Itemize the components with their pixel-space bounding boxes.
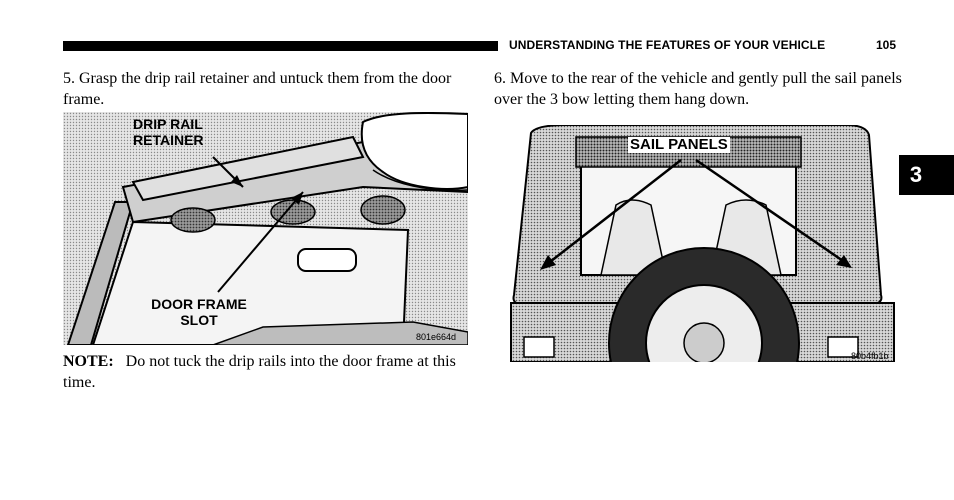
note-text: Do not tuck the drip rails into the door frame at this time. <box>63 353 456 391</box>
sail-panels-illustration <box>506 125 899 362</box>
sail-panels-label: SAIL PANELS <box>630 136 728 153</box>
door-frame-slot-label <box>143 296 255 328</box>
figure-code: 801e664d <box>416 332 457 342</box>
running-header: UNDERSTANDING THE FEATURES OF YOUR VEHICLE <box>509 38 826 52</box>
drip-rail-retainer-label <box>133 116 204 148</box>
slot-label-line2: SLOT <box>180 312 218 328</box>
drip-rail-figure <box>63 112 468 345</box>
retainer-label-line2: RETAINER <box>133 132 204 148</box>
note-paragraph <box>63 351 468 393</box>
slot-label-line1: DOOR FRAME <box>151 296 247 312</box>
retainer-label-line1: DRIP RAIL <box>133 116 203 132</box>
section-tab: 3 <box>898 155 954 195</box>
drip-rail-illustration <box>63 112 468 345</box>
step-5-text: 5. Grasp the drip rail retainer and untuck them from the door frame. <box>63 70 452 108</box>
note-label: NOTE: <box>63 353 114 370</box>
step-6-text: 6. Move to the rear of the vehicle and gently pull the sail panels over the 3 bow letting them hang down. <box>494 70 902 108</box>
figure-code-right: 80b4fb1b <box>851 351 889 361</box>
page-number: 105 <box>876 38 897 52</box>
sail-panels-figure <box>506 125 899 362</box>
header-rule <box>63 41 498 51</box>
